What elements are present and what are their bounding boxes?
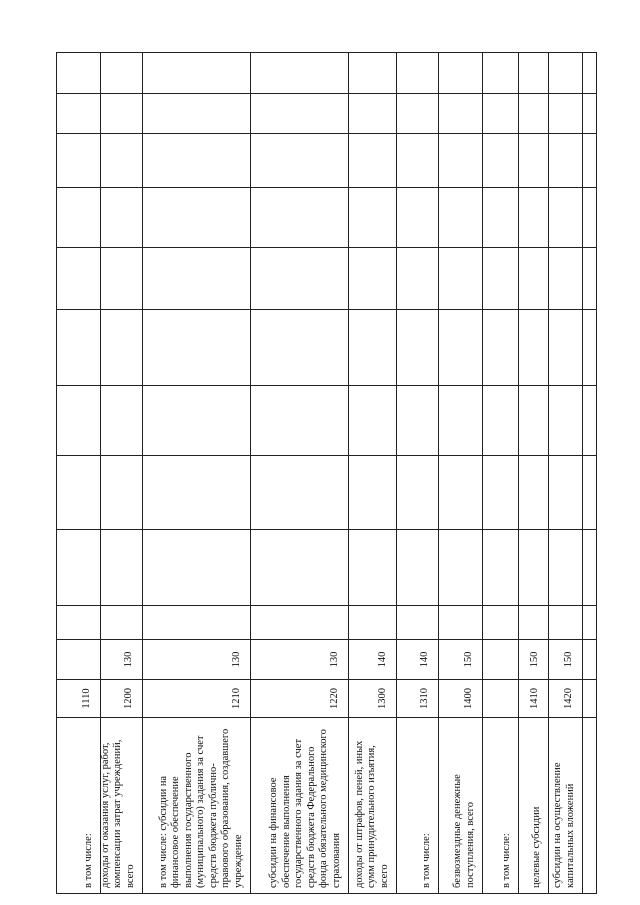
table-row — [100, 52, 143, 894]
row-kosgu-cell — [397, 640, 439, 680]
table-row — [548, 52, 583, 894]
value-cell — [519, 310, 549, 386]
row-code-cell — [251, 680, 349, 718]
value-cell — [549, 310, 583, 386]
row-kosgu-cell — [143, 640, 251, 680]
row-kosgu: 150 — [462, 651, 474, 668]
value-cell — [439, 386, 483, 456]
value-cell — [439, 188, 483, 248]
value-cell — [483, 134, 519, 188]
row-kosgu-cell — [519, 640, 549, 680]
row-code: 1310 — [418, 688, 430, 709]
value-cell — [483, 530, 519, 606]
row-name: безвозмездные денежные поступления, всего — [452, 774, 476, 888]
value-cell — [57, 386, 101, 456]
value-cell — [101, 456, 143, 530]
value-cell — [57, 188, 101, 248]
value-cell — [519, 52, 549, 94]
table-row — [56, 52, 101, 894]
row-kosgu: 140 — [376, 651, 388, 668]
row-name-cell — [483, 718, 519, 894]
table-row — [438, 52, 483, 894]
row-kosgu-cell — [439, 640, 483, 680]
value-cell — [439, 94, 483, 134]
value-cell — [349, 530, 397, 606]
value-cell — [251, 310, 349, 386]
value-cell — [251, 188, 349, 248]
value-cell — [143, 310, 251, 386]
value-cell — [57, 134, 101, 188]
row-code-cell — [143, 680, 251, 718]
row-empty-cell — [483, 606, 519, 640]
row-kosgu-cell — [483, 640, 519, 680]
value-cell — [519, 456, 549, 530]
value-cell — [549, 188, 583, 248]
table-row — [348, 52, 397, 894]
row-name-cell — [101, 718, 143, 894]
value-cell — [143, 456, 251, 530]
row-name-cell — [143, 718, 251, 894]
value-cell — [583, 386, 596, 456]
value-cell — [549, 530, 583, 606]
row-code: 1410 — [528, 688, 540, 709]
value-cell — [549, 386, 583, 456]
value-cell — [349, 386, 397, 456]
value-cell — [397, 530, 439, 606]
value-cell — [57, 52, 101, 94]
value-cell — [143, 386, 251, 456]
value-cell — [349, 188, 397, 248]
table-row — [582, 52, 597, 894]
row-kosgu: 140 — [418, 651, 430, 668]
row-empty-cell — [349, 606, 397, 640]
value-cell — [483, 310, 519, 386]
value-cell — [101, 134, 143, 188]
row-name: доходы от оказания услуг, работ, компенсации затрат учреждений, всего — [99, 739, 136, 888]
row-kosgu: 150 — [562, 651, 574, 668]
value-cell — [143, 134, 251, 188]
row-code-cell — [549, 680, 583, 718]
budget-table — [56, 52, 596, 894]
row-code: 1300 — [376, 688, 388, 709]
row-kosgu: 150 — [528, 651, 540, 668]
row-code-cell — [397, 680, 439, 718]
row-kosgu-cell — [583, 640, 596, 680]
row-code: 1210 — [230, 688, 242, 709]
value-cell — [349, 456, 397, 530]
row-name-cell — [57, 718, 101, 894]
value-cell — [583, 134, 596, 188]
value-cell — [583, 456, 596, 530]
row-name-cell — [251, 718, 349, 894]
value-cell — [143, 94, 251, 134]
value-cell — [397, 386, 439, 456]
row-empty-cell — [519, 606, 549, 640]
value-cell — [483, 52, 519, 94]
value-cell — [549, 248, 583, 310]
row-empty-cell — [439, 606, 483, 640]
table-row — [142, 52, 251, 894]
row-empty-cell — [583, 606, 596, 640]
value-cell — [143, 188, 251, 248]
value-cell — [101, 52, 143, 94]
value-cell — [397, 134, 439, 188]
value-cell — [101, 530, 143, 606]
value-cell — [101, 310, 143, 386]
row-name-cell — [439, 718, 483, 894]
value-cell — [251, 248, 349, 310]
row-kosgu: 130 — [122, 651, 134, 668]
value-cell — [439, 456, 483, 530]
value-cell — [439, 530, 483, 606]
value-cell — [251, 530, 349, 606]
value-cell — [483, 94, 519, 134]
row-kosgu-cell — [349, 640, 397, 680]
value-cell — [251, 386, 349, 456]
value-cell — [519, 530, 549, 606]
value-cell — [101, 188, 143, 248]
row-code-cell — [349, 680, 397, 718]
value-cell — [439, 134, 483, 188]
row-kosgu: 130 — [230, 651, 242, 668]
row-kosgu: 130 — [328, 651, 340, 668]
table-row — [482, 52, 519, 894]
value-cell — [349, 134, 397, 188]
row-name: субсидии на осуществление капитальных вложений — [552, 762, 576, 888]
row-name: в том числе: — [500, 833, 512, 888]
value-cell — [549, 456, 583, 530]
value-cell — [397, 310, 439, 386]
value-cell — [519, 94, 549, 134]
value-cell — [549, 134, 583, 188]
row-kosgu-cell — [251, 640, 349, 680]
row-name-cell — [349, 718, 397, 894]
row-name: субсидии на финансовое обеспечение выполнения государственного задания за счет средств бюджета Федерального фонда обязательного медицинского страхования — [268, 729, 342, 888]
row-empty-cell — [549, 606, 583, 640]
row-code-cell — [519, 680, 549, 718]
value-cell — [397, 94, 439, 134]
row-empty-cell — [143, 606, 251, 640]
table-row — [250, 52, 349, 894]
value-cell — [519, 248, 549, 310]
document-page — [56, 52, 596, 894]
row-code: 1110 — [80, 688, 92, 709]
value-cell — [483, 188, 519, 248]
row-code: 1200 — [122, 688, 134, 709]
row-code-cell — [57, 680, 101, 718]
value-cell — [583, 310, 596, 386]
value-cell — [57, 310, 101, 386]
value-cell — [349, 248, 397, 310]
row-empty-cell — [101, 606, 143, 640]
row-name: целевые субсидии — [530, 806, 542, 888]
row-empty-cell — [397, 606, 439, 640]
value-cell — [397, 52, 439, 94]
value-cell — [251, 94, 349, 134]
row-name-cell — [519, 718, 549, 894]
value-cell — [397, 456, 439, 530]
row-name: доходы от штрафов, пеней, иных сумм принудительного изъятия, всего — [353, 740, 390, 888]
value-cell — [143, 530, 251, 606]
value-cell — [439, 248, 483, 310]
value-cell — [143, 52, 251, 94]
value-cell — [439, 310, 483, 386]
value-cell — [519, 188, 549, 248]
row-code: 1220 — [328, 688, 340, 709]
row-code: 1420 — [562, 688, 574, 709]
row-kosgu-cell — [57, 640, 101, 680]
value-cell — [583, 248, 596, 310]
value-cell — [583, 530, 596, 606]
value-cell — [397, 188, 439, 248]
row-name-cell — [549, 718, 583, 894]
row-kosgu-cell — [549, 640, 583, 680]
row-code: 1400 — [462, 688, 474, 709]
value-cell — [439, 52, 483, 94]
value-cell — [251, 52, 349, 94]
row-code-cell — [483, 680, 519, 718]
value-cell — [583, 188, 596, 248]
row-name: в том числе: субсидии на финансовое обеспечение выполнения государственного (муниципального) задания за счет средств бюджета публично-правового образования, создавшего учреждение — [157, 728, 244, 888]
value-cell — [549, 94, 583, 134]
value-cell — [519, 386, 549, 456]
value-cell — [349, 52, 397, 94]
value-cell — [57, 530, 101, 606]
value-cell — [57, 248, 101, 310]
value-cell — [143, 248, 251, 310]
value-cell — [483, 248, 519, 310]
row-kosgu-cell — [101, 640, 143, 680]
row-name: в том числе: — [420, 833, 432, 888]
value-cell — [57, 94, 101, 134]
table-row — [518, 52, 549, 894]
value-cell — [101, 94, 143, 134]
value-cell — [519, 134, 549, 188]
value-cell — [483, 456, 519, 530]
row-code-cell — [101, 680, 143, 718]
row-name: в том числе: — [82, 833, 94, 888]
value-cell — [57, 456, 101, 530]
row-code-cell — [583, 680, 596, 718]
value-cell — [101, 386, 143, 456]
table-row — [396, 52, 439, 894]
row-empty-cell — [57, 606, 101, 640]
value-cell — [583, 52, 596, 94]
value-cell — [101, 248, 143, 310]
row-name-cell — [397, 718, 439, 894]
value-cell — [251, 134, 349, 188]
value-cell — [397, 248, 439, 310]
value-cell — [251, 456, 349, 530]
value-cell — [583, 94, 596, 134]
value-cell — [483, 386, 519, 456]
value-cell — [349, 310, 397, 386]
value-cell — [549, 52, 583, 94]
row-empty-cell — [251, 606, 349, 640]
row-name-cell — [583, 718, 596, 894]
row-code-cell — [439, 680, 483, 718]
value-cell — [349, 94, 397, 134]
